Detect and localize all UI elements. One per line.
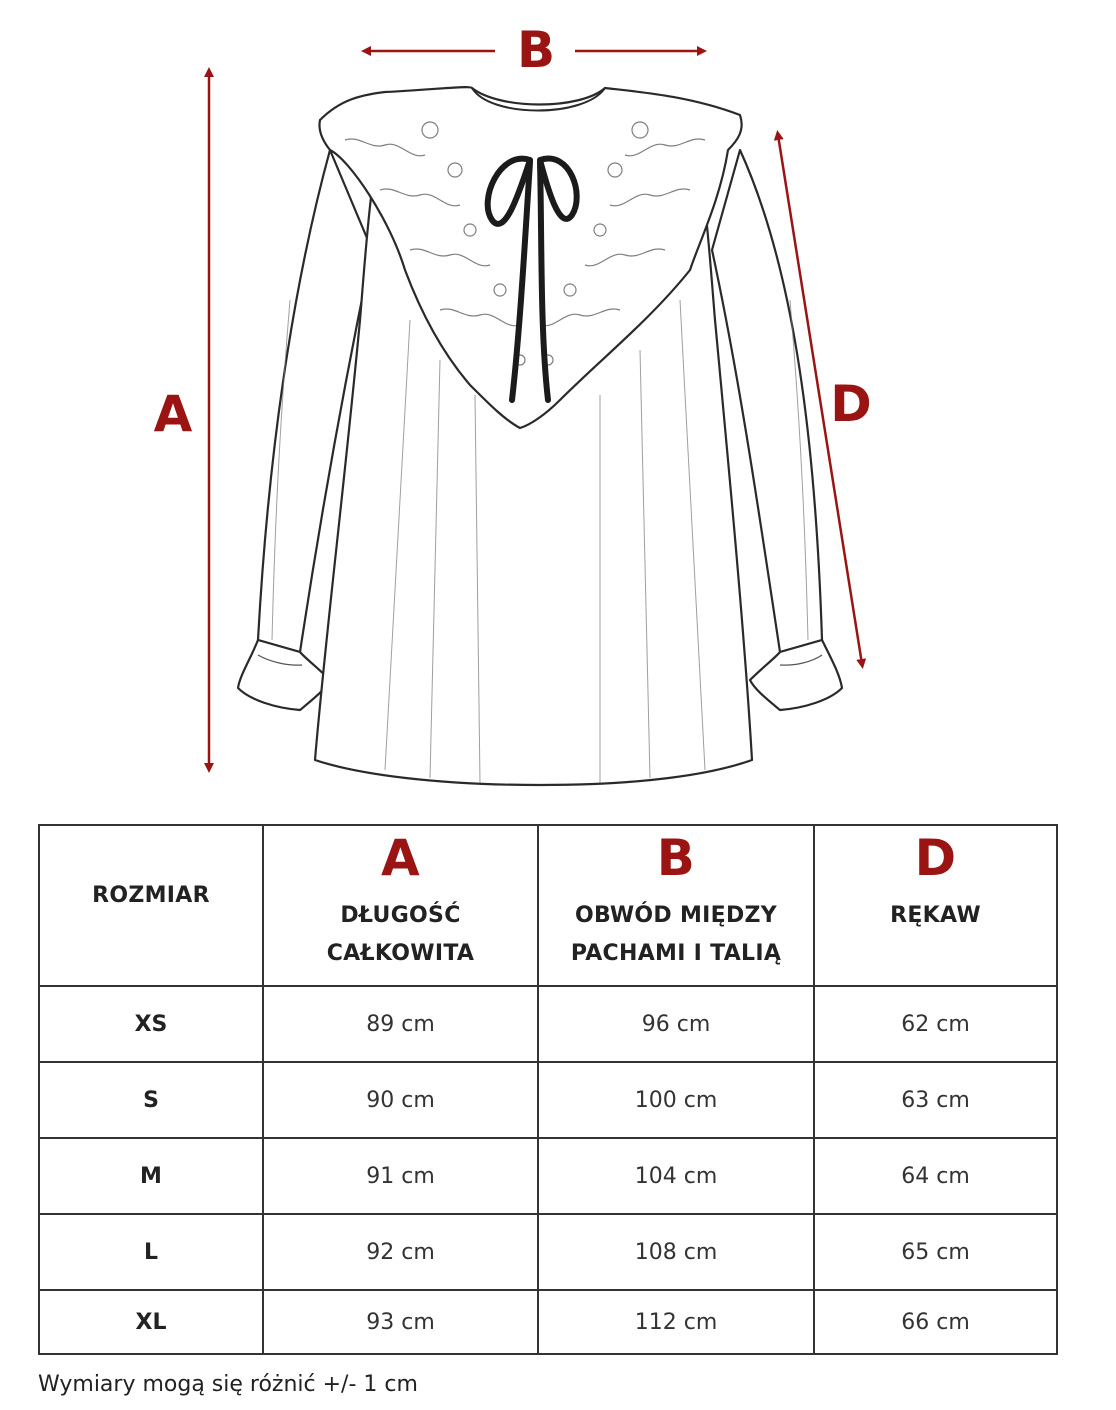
cell-size: M: [39, 1138, 263, 1214]
cell-d: 65 cm: [814, 1214, 1057, 1290]
cell-size: XL: [39, 1290, 263, 1354]
table-row: [39, 1138, 1057, 1214]
cell-d: 63 cm: [814, 1062, 1057, 1138]
cell-a: 90 cm: [263, 1062, 538, 1138]
header-d-label: RĘKAW: [890, 902, 981, 928]
cell-size: L: [39, 1214, 263, 1290]
label-d: D: [830, 375, 872, 433]
label-b: B: [516, 21, 556, 79]
header-b-letter: B: [656, 828, 696, 887]
cell-b: 96 cm: [538, 986, 814, 1062]
measurement-note: Wymiary mogą się różnić +/- 1 cm: [38, 1372, 418, 1397]
header-b-label: OBWÓD MIĘDZY PACHAMI I TALIĄ: [570, 902, 782, 966]
header-a-letter: A: [381, 828, 420, 887]
cell-b: 100 cm: [538, 1062, 814, 1138]
table-row: [39, 1290, 1057, 1354]
cell-a: 93 cm: [263, 1290, 538, 1354]
header-a: [263, 825, 538, 986]
cell-size: S: [39, 1062, 263, 1138]
cell-size: XS: [39, 986, 263, 1062]
cell-a: 89 cm: [263, 986, 538, 1062]
cell-d: 62 cm: [814, 986, 1057, 1062]
table-row: [39, 1062, 1057, 1138]
header-b: [538, 825, 814, 986]
table-row: [39, 1214, 1057, 1290]
cell-d: 64 cm: [814, 1138, 1057, 1214]
cell-a: 92 cm: [263, 1214, 538, 1290]
header-a-label: DŁUGOŚĆ CAŁKOWITA: [326, 902, 475, 966]
cell-b: 108 cm: [538, 1214, 814, 1290]
table-row: [39, 986, 1057, 1062]
right-cuff: [750, 640, 842, 710]
header-size: ROZMIAR: [39, 825, 263, 986]
label-a: A: [153, 385, 193, 443]
cell-b: 104 cm: [538, 1138, 814, 1214]
cell-d: 66 cm: [814, 1290, 1057, 1354]
cell-a: 91 cm: [263, 1138, 538, 1214]
left-cuff: [238, 640, 330, 710]
header-d: [814, 825, 1057, 986]
table-header-row: [39, 825, 1057, 986]
size-table: [38, 824, 1058, 1355]
cell-b: 112 cm: [538, 1290, 814, 1354]
header-d-letter: D: [914, 828, 957, 887]
